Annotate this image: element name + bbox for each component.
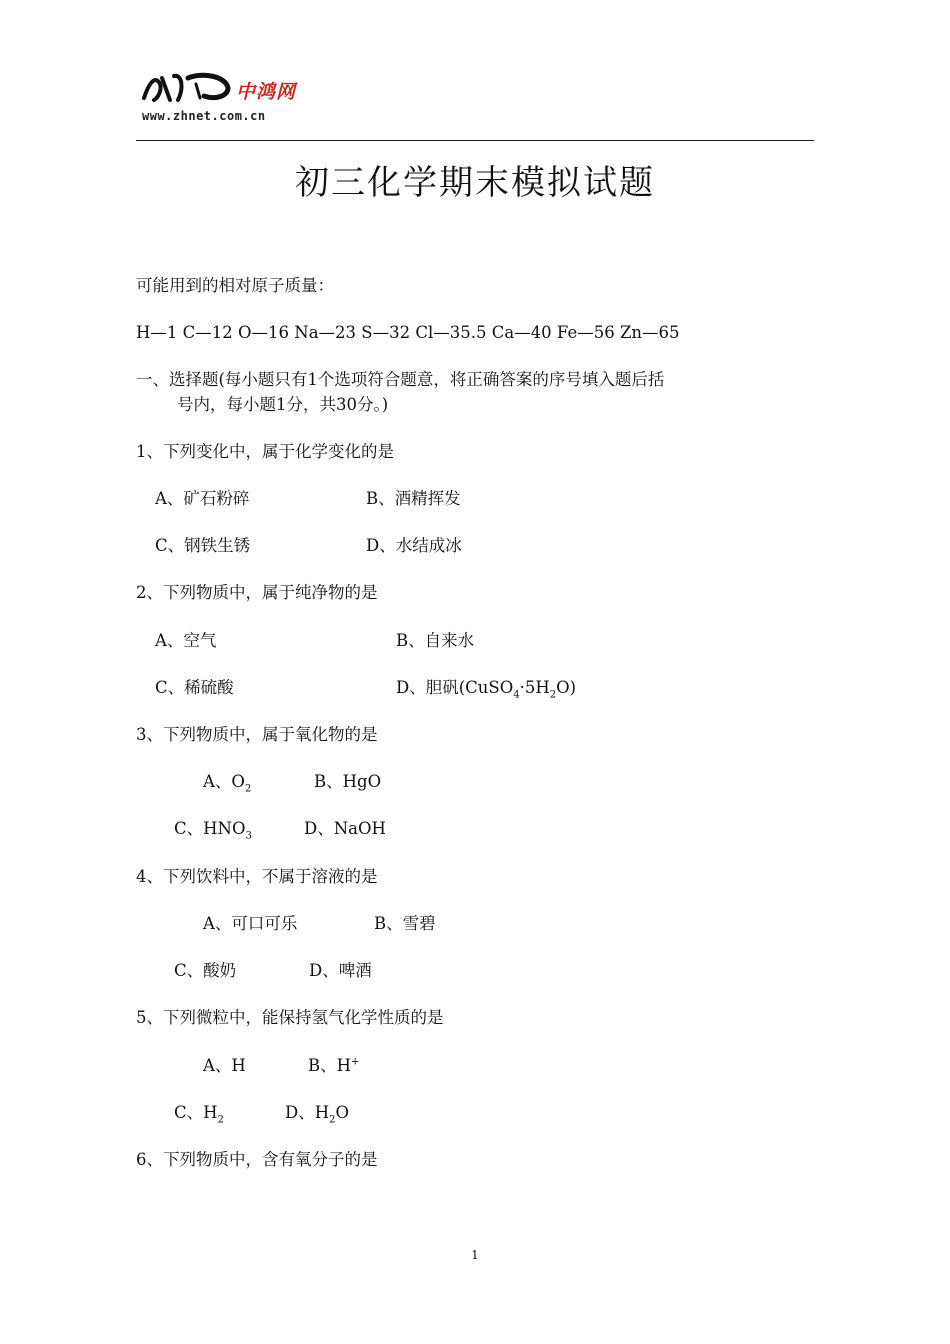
question-4-option-d: D、啤酒 — [309, 961, 372, 980]
question-1-stem: 1、下列变化中，属于化学变化的是 — [136, 442, 394, 461]
zhnet-logo-mark-icon — [140, 70, 232, 104]
question-3-option-a: A、$O_2$ — [203, 772, 252, 795]
question-3-stem: 3、下列物质中，属于氧化物的是 — [136, 725, 378, 744]
section-heading: 一、选择题(每小题只有1个选项符合题意，将正确答案的序号填入题后括 — [136, 370, 665, 389]
logo-url[interactable]: www.zhnet.com.cn — [142, 109, 266, 123]
question-2-option-a: A、空气 — [155, 631, 217, 650]
question-4-stem: 4、下列饮料中，不属于溶液的是 — [136, 867, 378, 886]
question-2-option-d: D、胆矾$(CuSO_4\cdot 5H_2O)$ — [396, 678, 577, 701]
logo-text: 中鸿网 — [236, 81, 297, 103]
question-3-option-c: C、$HNO_3$ — [174, 819, 252, 842]
page-number: 1 — [471, 1248, 479, 1262]
header-divider — [136, 140, 814, 141]
question-4-option-a: A、可口可乐 — [203, 914, 298, 933]
question-5-option-d: D、$H_2O$ — [285, 1103, 350, 1126]
question-2-option-b: B、自来水 — [396, 631, 475, 650]
question-1-option-a: A、矿石粉碎 — [155, 489, 250, 508]
question-1-option-b: B、酒精挥发 — [366, 489, 461, 508]
question-4-option-c: C、酸奶 — [174, 961, 237, 980]
page-title: 初三化学期末模拟试题 — [295, 163, 655, 203]
question-5-option-a: A、H — [203, 1056, 246, 1075]
question-1-option-c: C、钢铁生锈 — [155, 536, 251, 555]
question-5-stem: 5、下列微粒中，能保持氢气化学性质的是 — [136, 1008, 444, 1027]
question-5-option-c: C、$H_2$ — [174, 1103, 224, 1126]
section-heading-continued: 号内，每小题1分，共30分。) — [177, 395, 389, 414]
question-4-option-b: B、雪碧 — [374, 914, 436, 933]
atomic-mass-values: H—1 C—12 O—16 Na—23 S—32 Cl—35.5 Ca—40 Fe—56 Zn—65 — [136, 323, 680, 342]
question-5-option-b: B、H+ — [308, 1056, 360, 1075]
question-3-option-d: D、NaOH — [304, 819, 386, 838]
question-2-option-c: C、稀硫酸 — [155, 678, 234, 697]
site-logo — [140, 70, 315, 128]
atomic-mass-label: 可能用到的相对原子质量： — [136, 276, 334, 295]
question-1-option-d: D、水结成冰 — [366, 536, 462, 555]
question-6-stem: 6、下列物质中，含有氧分子的是 — [136, 1150, 378, 1169]
question-2-stem: 2、下列物质中，属于纯净物的是 — [136, 583, 378, 602]
question-3-option-b: B、HgO — [314, 772, 382, 791]
